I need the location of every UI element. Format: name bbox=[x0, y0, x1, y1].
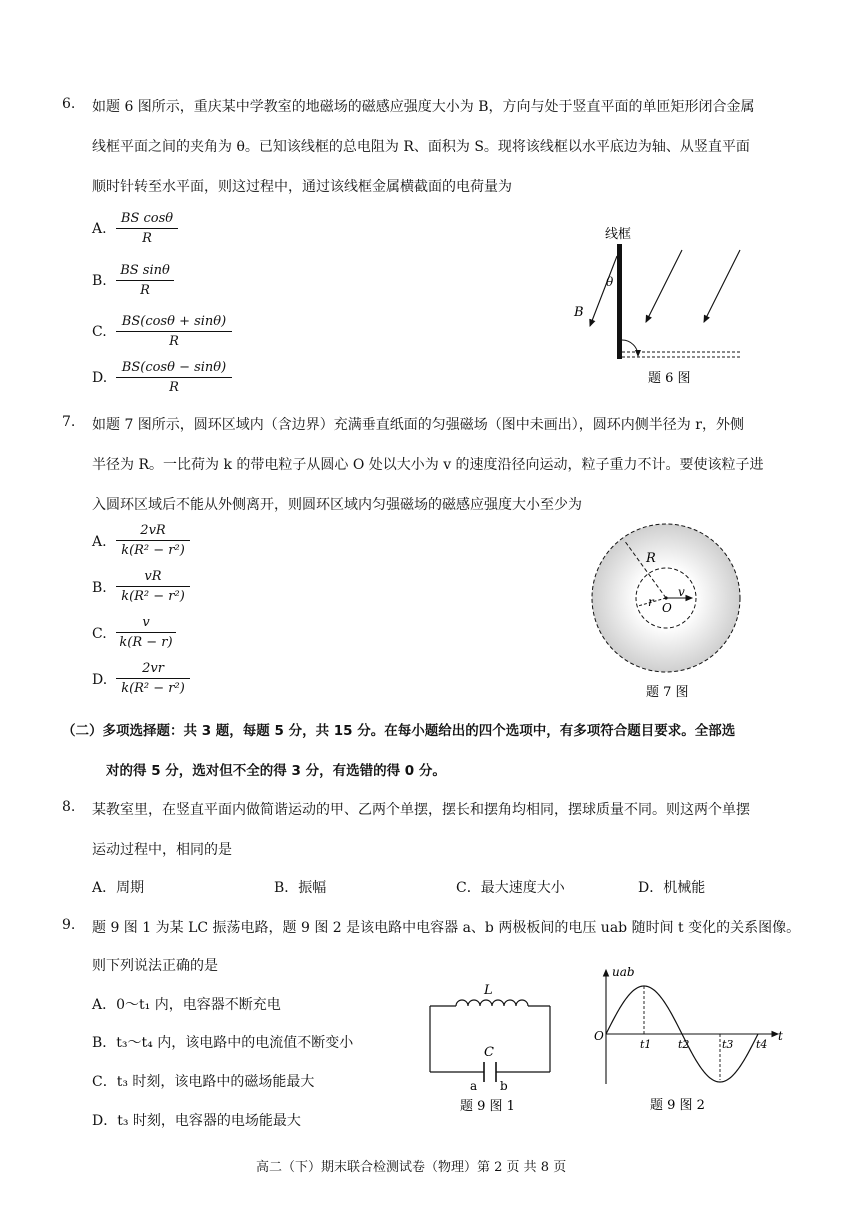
fig7-r-inner-label: r bbox=[648, 595, 654, 609]
fig6-field-arrow-3 bbox=[704, 250, 740, 322]
q9-option-d: D．t₃ 时刻，电容器的电场能最大 bbox=[92, 1113, 301, 1129]
q6-option-d-denominator: R bbox=[169, 380, 179, 395]
q7-option-b-numerator: vR bbox=[144, 569, 162, 584]
q6-option-b-denominator: R bbox=[140, 283, 150, 298]
q8-option-c: C．最大速度大小 bbox=[456, 880, 565, 896]
q8-line-2: 运动过程中，相同的是 bbox=[92, 842, 232, 858]
q6-option-a-numerator: BS cosθ bbox=[120, 211, 174, 226]
fig9-2-o-label: O bbox=[594, 1029, 604, 1043]
q7-option-b-letter: B. bbox=[92, 580, 107, 596]
q7-option-b-fraction bbox=[116, 568, 190, 605]
q7-option-d-letter: D. bbox=[92, 672, 108, 688]
fig9-2-tick-t1: t1 bbox=[640, 1038, 652, 1051]
q6-option-a-denominator: R bbox=[142, 231, 152, 246]
q9-number: 9. bbox=[62, 917, 76, 933]
q6-line-2: 线框平面之间的夹角为 θ。已知该线框的总电阻为 R、面积为 S。现将该线框以水平底边为轴、从竖直平面 bbox=[92, 139, 750, 155]
fig9-1-l-label: L bbox=[484, 983, 493, 998]
q7-option-c-letter: C. bbox=[92, 626, 107, 642]
fig7-r-outer-label: R bbox=[646, 551, 656, 566]
fig7-caption: 题 7 图 bbox=[646, 685, 689, 700]
q6-option-a-letter: A. bbox=[92, 221, 107, 237]
q6-option-b-letter: B. bbox=[92, 273, 107, 289]
q9-line-2: 则下列说法正确的是 bbox=[92, 958, 218, 974]
q9-line-1: 题 9 图 1 为某 LC 振荡电路，题 9 图 2 是该电路中电容器 a、b 两极板间的电压 uab 随时间 t 变化的关系图像。 bbox=[92, 920, 801, 936]
fig9-1-caption: 题 9 图 1 bbox=[460, 1099, 515, 1114]
q6-number: 6. bbox=[62, 96, 76, 112]
q7-option-d-fraction bbox=[116, 660, 190, 697]
fig9-1-c-label: C bbox=[484, 1045, 494, 1060]
fig9-2-t-label: t bbox=[778, 1029, 783, 1043]
q6-option-c-numerator: BS(cosθ + sinθ) bbox=[121, 314, 227, 329]
q6-option-b-numerator: BS sinθ bbox=[120, 263, 170, 278]
q7-option-c-numerator: v bbox=[142, 615, 150, 630]
q9-option-b: B．t₃～t₄ 内，该电路中的电流值不断变小 bbox=[92, 1035, 354, 1051]
q8-option-a: A．周期 bbox=[92, 880, 145, 896]
q6-line-3: 顺时针转至水平面，则这过程中，通过该线框金属横截面的电荷量为 bbox=[92, 179, 512, 195]
q6-option-c-letter: C. bbox=[92, 324, 107, 340]
page-footer: 高二（下）期末联合检测试卷（物理）第 2 页 共 8 页 bbox=[256, 1160, 567, 1175]
fig6-frame-label: 线框 bbox=[605, 227, 632, 242]
q7-option-a-numerator: 2vR bbox=[140, 523, 166, 538]
fig6-field-arrow-b bbox=[590, 256, 617, 326]
fig9-2-caption: 题 9 图 2 bbox=[650, 1098, 705, 1113]
q9-option-c: C．t₃ 时刻，该电路中的磁场能最大 bbox=[92, 1074, 315, 1090]
section2-line-1: （二）多项选择题：共 3 题，每题 5 分，共 15 分。在每小题给出的四个选项中，有多项符合题目要求。全部选 bbox=[62, 723, 736, 739]
fig9-1-b-label: b bbox=[500, 1079, 508, 1093]
q7-option-c-denominator: k(R − r) bbox=[119, 635, 173, 650]
fig9-2-tick-t3: t3 bbox=[722, 1038, 734, 1051]
fig9-1-a-label: a bbox=[470, 1079, 478, 1093]
q7-option-a-denominator: k(R² − r²) bbox=[121, 543, 185, 558]
q7-line-1: 如题 7 图所示，圆环区域内（含边界）充满垂直纸面的匀强磁场（图中未画出），圆环内侧半径为 r，外侧 bbox=[92, 417, 744, 433]
q7-line-2: 半径为 R。一比荷为 k 的带电粒子从圆心 O 处以大小为 v 的速度沿径向运动，粒子重力不计。要使该粒子进 bbox=[92, 457, 764, 473]
q6-option-a-fraction bbox=[116, 210, 178, 247]
fig6-rotation-arrow bbox=[622, 340, 638, 356]
q8-line-1: 某教室里，在竖直平面内做简谐运动的甲、乙两个单摆，摆长和摆角均相同，摆球质量不同。则这两个单摆 bbox=[92, 802, 750, 818]
fig6-frame-bar bbox=[617, 244, 622, 359]
q8-number: 8. bbox=[62, 799, 76, 815]
fig9-2-u-label: uab bbox=[612, 965, 635, 979]
q7-line-3: 入圆环区域后不能从外侧离开，则圆环区域内匀强磁场的磁感应强度大小至少为 bbox=[92, 497, 582, 513]
fig9-2-tick-t4: t4 bbox=[756, 1038, 768, 1051]
q6-option-b-fraction bbox=[116, 262, 174, 299]
q7-option-d-denominator: k(R² − r²) bbox=[121, 681, 185, 696]
q6-option-d-numerator: BS(cosθ − sinθ) bbox=[121, 360, 227, 375]
figure-9-2 bbox=[590, 962, 786, 1116]
q7-option-b-denominator: k(R² − r²) bbox=[121, 589, 185, 604]
q6-option-d-letter: D. bbox=[92, 370, 108, 386]
section2-line-2: 对的得 5 分，选对但不全的得 3 分，有选错的得 0 分。 bbox=[106, 763, 446, 779]
figure-6 bbox=[560, 218, 770, 390]
q6-option-c-denominator: R bbox=[169, 334, 179, 349]
q6-option-c-fraction bbox=[116, 313, 232, 350]
figure-7 bbox=[586, 516, 748, 702]
q6-line-1: 如题 6 图所示，重庆某中学教室的地磁场的磁感应强度大小为 B，方向与处于竖直平面的单匝矩形闭合金属 bbox=[92, 99, 755, 115]
fig6-b-label: B bbox=[574, 305, 584, 320]
q7-option-a-fraction bbox=[116, 522, 190, 559]
fig7-v-label: v bbox=[678, 585, 685, 599]
q8-option-d: D．机械能 bbox=[638, 880, 706, 896]
fig7-center-point bbox=[664, 596, 667, 599]
fig9-2-tick-t2: t2 bbox=[678, 1038, 690, 1051]
fig6-theta-label: θ bbox=[606, 275, 614, 289]
q6-option-d-fraction bbox=[116, 359, 232, 396]
q7-option-a-letter: A. bbox=[92, 534, 107, 550]
q7-number: 7. bbox=[62, 414, 76, 430]
fig6-caption: 题 6 图 bbox=[648, 371, 691, 386]
q7-option-d-numerator: 2vr bbox=[142, 661, 164, 676]
fig7-o-label: O bbox=[662, 601, 672, 615]
fig6-field-arrow-2 bbox=[646, 250, 682, 322]
figure-9-1 bbox=[420, 978, 560, 1116]
q7-option-c-fraction bbox=[116, 614, 176, 651]
q8-option-b: B．振幅 bbox=[274, 880, 327, 896]
q9-option-a: A．0～t₁ 内，电容器不断充电 bbox=[92, 997, 281, 1013]
fig9-1-inductor bbox=[456, 1000, 528, 1006]
